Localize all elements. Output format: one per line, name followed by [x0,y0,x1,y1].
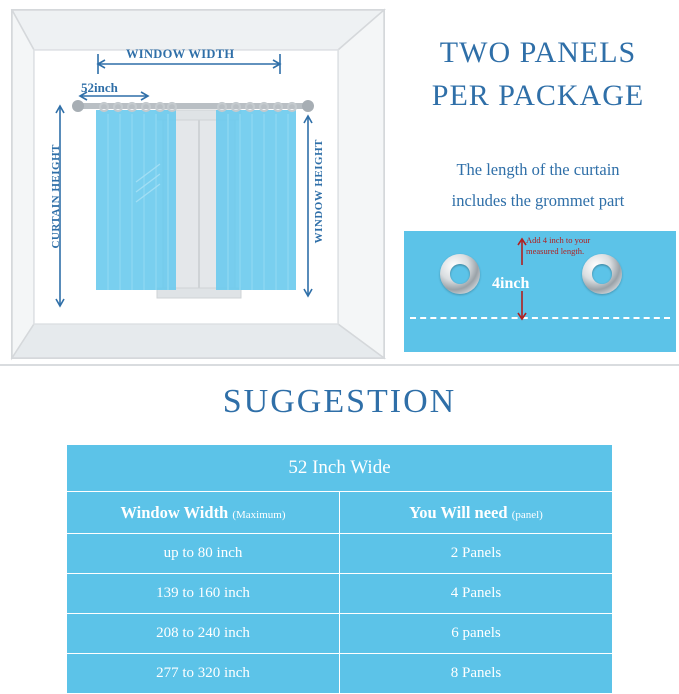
table-row [67,654,613,694]
table-caption: 52 Inch Wide [67,445,613,492]
section-divider [0,364,679,366]
table-cell-panels: 2 Panels [340,534,613,574]
table-row [67,574,613,614]
table-header-you-will-need-main: You Will need [409,502,508,522]
add-four-inch-note-line-1: Add 4 inch to your [526,235,591,245]
subtext-line-1: The length of the curtain [456,160,620,179]
label-panel-width: 52inch [81,80,118,95]
table-cell-width: up to 80 inch [67,534,340,574]
suggestion-table [66,444,613,694]
label-curtain-height: CURTAIN HEIGHT [50,144,62,249]
suggestion-title: SUGGESTION [222,383,457,420]
table-header-row [67,492,613,534]
table-cell-width: 277 to 320 inch [67,654,340,694]
table-header-window-width-main: Window Width [120,502,229,522]
label-window-width: WINDOW WIDTH [126,47,235,61]
table-header-window-width-paren: (Maximum) [232,508,286,521]
subtext-line-2: includes the grommet part [451,190,625,210]
headline [398,32,678,117]
add-four-inch-note-line-2: measured length. [526,245,585,256]
table-header-you-will-need [340,492,613,534]
table-cell-panels: 6 panels [340,614,613,654]
label-window-height: WINDOW HEIGHT [313,139,325,244]
table-cell-panels: 8 Panels [340,654,613,694]
table-row [67,534,613,574]
subtext [396,155,679,216]
table-row [67,614,613,654]
table-header-you-will-need-paren: (panel) [511,508,543,521]
table-cell-width: 208 to 240 inch [67,614,340,654]
table-caption-row [67,445,613,492]
table-cell-width: 139 to 160 inch [67,574,340,614]
add-four-inch-note [526,235,590,256]
headline-line-2: PER PACKAGE [431,78,645,112]
table-header-window-width [67,492,340,534]
headline-line-1: TWO PANELS [439,36,637,69]
four-inch-label: 4inch [492,275,530,292]
room-diagram [8,6,388,362]
table-cell-panels: 4 Panels [340,574,613,614]
grommet-detail-panel [404,231,676,352]
